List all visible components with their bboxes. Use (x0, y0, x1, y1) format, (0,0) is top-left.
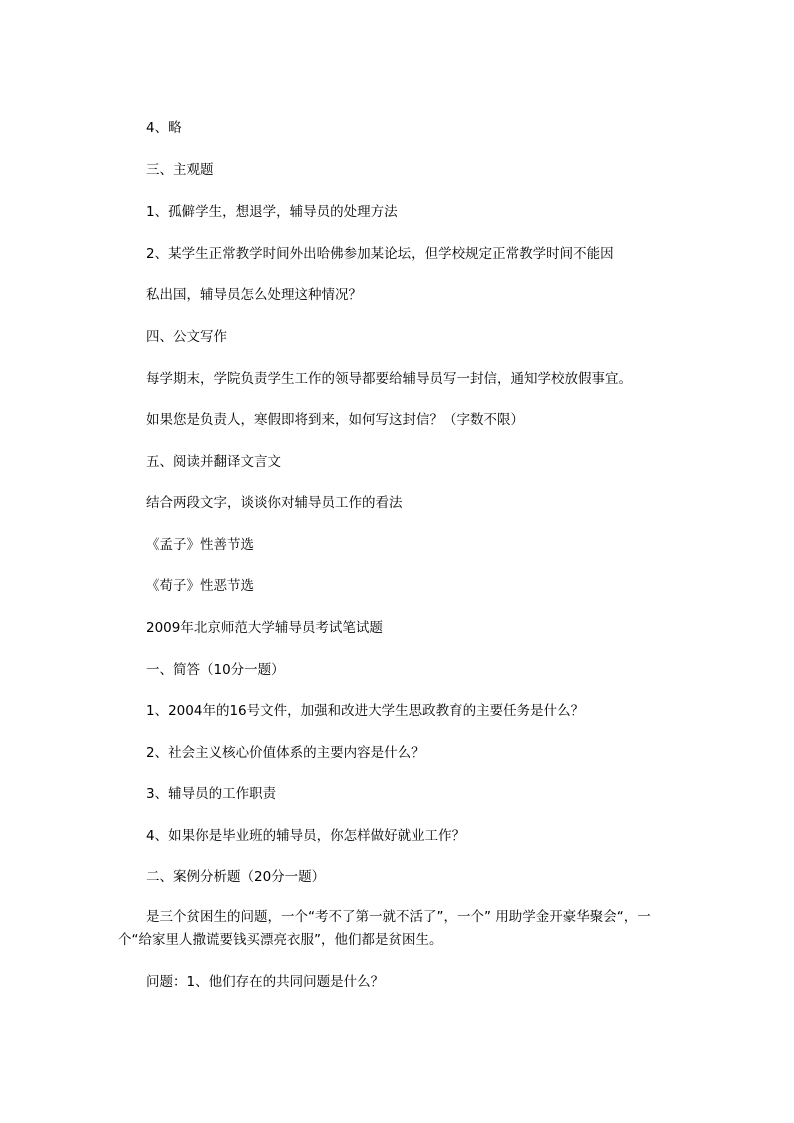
text-line: 2、某学生正常教学时间外出哈佛参加某论坛，但学校规定正常教学时间不能因 (146, 246, 614, 262)
text-line: 1、孤僻学生，想退学，辅导员的处理方法 (146, 204, 398, 220)
document-title: 2009年北京师范大学辅导员考试笔试题 (146, 620, 383, 636)
section-heading: 一、简答（10分一题） (146, 662, 285, 678)
text-line: 每学期末，学院负责学生工作的领导都要给辅导员写一封信，通知学校放假事宜。 (146, 371, 632, 387)
text-line: 2、社会主义核心价值体系的主要内容是什么？ (146, 745, 425, 761)
section-heading: 四、公文写作 (146, 329, 227, 345)
text-line: 4、略 (146, 120, 182, 136)
text-line: 如果您是负责人，寒假即将到来，如何写这封信？（字数不限） (146, 412, 524, 428)
text-line: 《荀子》性恶节选 (146, 578, 254, 594)
question-line: 问题：1、他们存在的共同问题是什么？ (146, 974, 385, 990)
section-heading: 二、案例分析题（20分一题） (146, 869, 326, 885)
text-line: 1、2004年的16号文件，加强和改进大学生思政教育的主要任务是什么？ (146, 703, 585, 719)
section-heading: 三、主观题 (146, 162, 214, 178)
text-line: 《孟子》性善节选 (146, 537, 254, 553)
section-heading: 五、阅读并翻译文言文 (146, 454, 281, 470)
case-paragraph: 是三个贫困生的问题，一个“考不了第一就不活了”，一个” 用助学金开豪华聚会“，一个“给家里人撒谎要钱买漂亮衣服”，他们都是贫困生。 (118, 909, 651, 948)
text-line: 3、辅导员的工作职责 (146, 786, 277, 802)
text-line: 结合两段文字，谈谈你对辅导员工作的看法 (146, 495, 403, 511)
text-line: 私出国，辅导员怎么处理这种情况？ (146, 287, 362, 303)
text-line: 4、如果你是毕业班的辅导员，你怎样做好就业工作？ (146, 828, 466, 844)
